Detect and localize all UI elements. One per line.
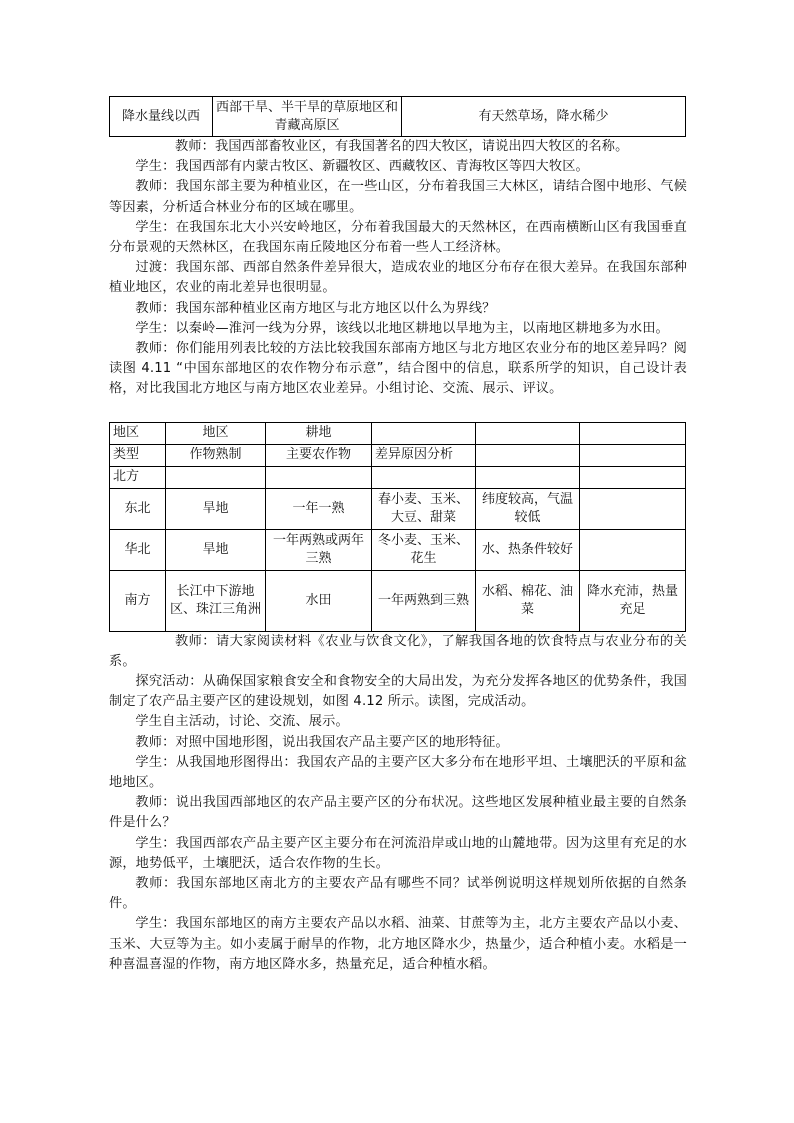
page-content (109, 96, 687, 975)
paragraph: 教师：我国东部地区南北方的主要农产品有哪些不同？试举例说明这样规划所依据的自然条件。 (109, 876, 687, 912)
table-cell: 北方 (110, 466, 166, 488)
table-row (110, 444, 686, 466)
paragraph: 学生：从我国地形图得出：我国农产品的主要产区大多分布在地形平坦、土壤肥沃的平原和盆地地区。 (109, 754, 687, 791)
table-cell (372, 422, 476, 444)
table-cell: 耕地 (266, 422, 372, 444)
table-cell: 冬小麦、玉米、花生 (372, 529, 476, 570)
table-cell: 一年两熟或两年三熟 (266, 529, 372, 570)
table-cell: 水、热条件较好 (476, 529, 580, 570)
north-south-comparison-table (109, 422, 686, 632)
table-cell: 地区 (166, 422, 266, 444)
table-cell (476, 466, 580, 488)
table-cell: 降水充沛，热量充足 (580, 570, 686, 631)
table-cell: 旱地 (166, 529, 266, 570)
table-cell (580, 444, 686, 466)
table-cell (476, 444, 580, 466)
paragraph: 教师：请大家阅读材料《农业与饮食文化》，了解我国各地的饮食特点与农业分布的关系。 (109, 633, 687, 669)
paragraph: 教师：对照中国地形图，说出我国农产品主要产区的地形特征。 (135, 734, 509, 750)
table-row (110, 97, 686, 137)
agriculture-region-table-top (109, 96, 686, 137)
table-cell: 华北 (110, 529, 166, 570)
table-cell: 一年两熟到三熟 (372, 570, 476, 631)
table-cell: 西部干旱、半干旱的草原地区和青藏高原区 (213, 97, 402, 137)
paragraph: 教师：我国东部种植业区南方地区与北方地区以什么为界线？ (135, 300, 496, 316)
table-cell: 主要农作物 (266, 444, 372, 466)
table-cell: 春小麦、玉米、大豆、甜菜 (372, 488, 476, 529)
table-cell (580, 488, 686, 529)
table-cell (166, 466, 266, 488)
table-cell: 差异原因分析 (372, 444, 476, 466)
table-cell (580, 529, 686, 570)
paragraph: 学生：我国西部有内蒙古牧区、新疆牧区、西藏牧区、青海牧区等四大牧区。 (135, 159, 589, 175)
table-cell: 旱地 (166, 488, 266, 529)
table-cell: 有天然草场，降水稀少 (402, 97, 686, 137)
table-row (110, 529, 686, 570)
paragraph: 学生自主活动，讨论、交流、展示。 (135, 714, 349, 730)
table-row (110, 422, 686, 444)
table-row (110, 466, 686, 488)
table-cell: 作物熟制 (166, 444, 266, 466)
paragraph: 学生：我国东部地区的南方主要农产品以水稻、油菜、甘蔗等为主，北方主要农产品以小麦、玉米、大豆等为主。如小麦属于耐旱的作物，北方地区降水少，热量少，适合种植小麦。水稻是一种喜温喜湿的作物，南方地区降水多，热量充足，适合种植水稻。 (109, 916, 687, 972)
paragraph: 学生：以秦岭—淮河一线为分界，该线以北地区耕地以旱地为主，以南地区耕地多为水田。 (135, 320, 669, 336)
table-cell (266, 466, 372, 488)
table-cell: 长江中下游地区、珠江三角洲 (166, 570, 266, 631)
paragraph: 教师：我国西部畜牧业区，有我国著名的四大牧区，请说出四大牧区的名称。 (175, 139, 629, 154)
table-cell: 类型 (110, 444, 166, 466)
paragraph: 教师：说出我国西部地区的农产品主要产区的分布状况。这些地区发展种植业最主要的自然条件是什么？ (109, 795, 687, 831)
table-cell: 纬度较高，气温较低 (476, 488, 580, 529)
table-cell: 降水量线以西 (110, 97, 213, 137)
paragraph: 学生：在我国东北大小兴安岭地区，分布着我国最大的天然林区，在西南横断山区有我国垂直分布景观的天然林区，在我国东南丘陵地区分布着一些人工经济林。 (109, 219, 687, 256)
table-cell (580, 422, 686, 444)
paragraph: 教师：你们能用列表比较的方法比较我国东部南方地区与北方地区农业分布的地区差异吗？阅读图 4.11 “中国东部地区的农作物分布示意”，结合图中的信息，联系所学的知识，自己设计表格，对比我国北方地区与南方地区农业差异。小组讨论、交流、展示、评议。 (109, 341, 687, 397)
table-cell: 水田 (266, 570, 372, 631)
paragraph: 探究活动：从确保国家粮食安全和食物安全的大局出发，为充分发挥各地区的优势条件，我国制定了农产品主要产区的建设规划，如图 4.12 所示。读图，完成活动。 (109, 674, 687, 710)
table-cell: 水稻、棉花、油菜 (476, 570, 580, 631)
table-cell: 地区 (110, 422, 166, 444)
table-cell: 一年一熟 (266, 488, 372, 529)
table-row (110, 570, 686, 631)
paragraph: 过渡：我国东部、西部自然条件差异很大，造成农业的地区分布存在很大差异。在我国东部种植业地区，农业的南北差异也很明显。 (109, 260, 687, 296)
table-row (110, 488, 686, 529)
paragraph: 学生：我国西部农产品主要产区主要分布在河流沿岸或山地的山麓地带。因为这里有充足的水源，地势低平，土壤肥沃，适合农作物的生长。 (109, 835, 687, 871)
table-cell (580, 466, 686, 488)
table-cell: 东北 (110, 488, 166, 529)
paragraph: 教师：我国东部主要为种植业区，在一些山区，分布着我国三大林区，请结合图中地形、气候等因素，分析适合林业分布的区域在哪里。 (109, 179, 687, 215)
table-cell: 南方 (110, 570, 166, 631)
table-cell (476, 422, 580, 444)
table-cell (372, 466, 476, 488)
